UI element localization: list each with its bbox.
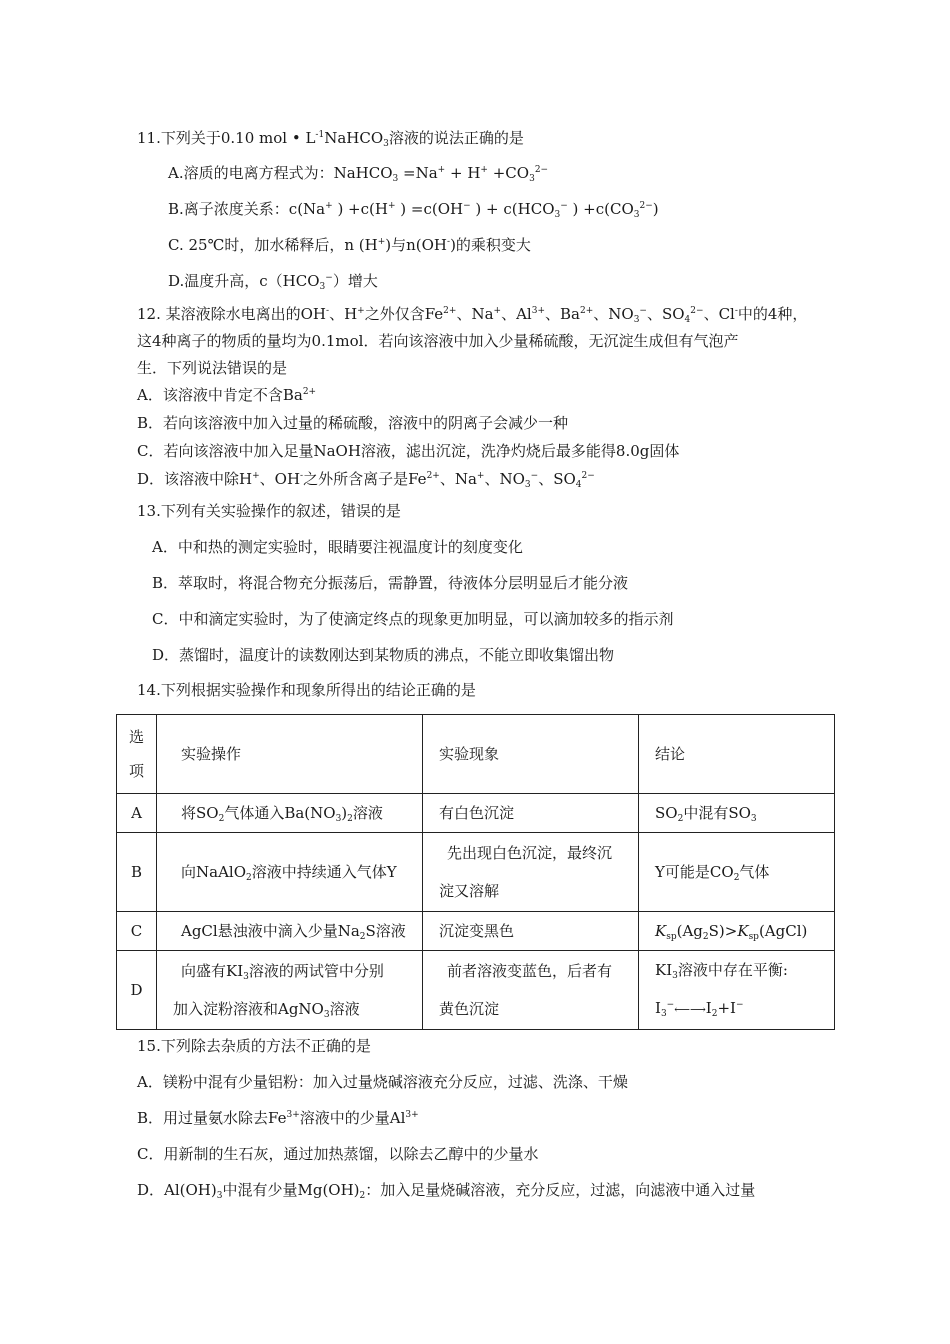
q15-stem: 15.下列除去杂质的方法不正确的是 (137, 1037, 371, 1055)
experiment-table (116, 714, 835, 1030)
q12-option-c: C．若向该溶液中加入足量NaOH溶液，滤出沉淀，洗净灼烧后最多能得8.0g固体 (137, 442, 680, 460)
row-operation: 向NaAlO$_2$溶液中持续通入气体Y (157, 833, 423, 912)
q14-stem: 14.下列根据实验操作和现象所得出的结论正确的是 (137, 681, 476, 699)
q12-option-b: B．若向该溶液中加入过量的稀硫酸，溶液中的阴离子会减少一种 (137, 414, 569, 432)
header-operation: 实验操作 (157, 715, 423, 794)
q13-option-a: A．中和热的测定实验时，眼睛要注视温度计的刻度变化 (152, 538, 523, 556)
q12-stem-line3: 生．下列说法错误的是 (137, 359, 288, 377)
row-phenomenon: 有白色沉淀 (423, 794, 639, 833)
row-label: A (117, 794, 157, 833)
row-phenomenon: 前者溶液变蓝色，后者有 黄色沉淀 (423, 951, 639, 1030)
q13-option-b: B．萃取时，将混合物充分振荡后，需静置，待液体分层明显后才能分液 (152, 574, 629, 592)
row-conclusion: $SO_2$中混有$SO_3$ (639, 794, 835, 833)
row-operation: 向盛有$KI_3$溶液的两试管中分别 加入淀粉溶液和AgNO$_3$溶液 (157, 951, 423, 1030)
row-label: C (117, 912, 157, 951)
row-operation: 将$SO_2$气体通入$Ba(NO_3)_2$溶液 (157, 794, 423, 833)
q13-stem: 13.下列有关实验操作的叙述，错误的是 (137, 502, 401, 520)
q13-option-c: C．中和滴定实验时，为了使滴定终点的现象更加明显，可以滴加较多的指示剂 (152, 610, 674, 628)
q11-option-a: A.溶质的电离方程式为：NaHCO$_3$ $=Na^+ + H^+ +CO_3^{2-}$ (168, 164, 549, 184)
table-row (117, 912, 835, 951)
row-conclusion: $KI_3$溶液中存在平衡: $I_3^-⟵⟶I_2+I^-$ (639, 951, 835, 1030)
q15-option-a: A．镁粉中混有少量铝粉：加入过量烧碱溶液充分反应，过滤、洗涤、干燥 (137, 1073, 628, 1091)
row-label: D (117, 951, 157, 1030)
header-conclusion: 结论 (639, 715, 835, 794)
header-phenomenon: 实验现象 (423, 715, 639, 794)
q15-option-d: D．$Al(OH)_3$中混有少量$Mg(OH)_2$：加入足量烧碱溶液，充分反应，过滤，向滤液中通入过量 (137, 1181, 756, 1201)
table-row (117, 951, 835, 1030)
row-phenomenon: 先出现白色沉淀，最终沉 淀又溶解 (423, 833, 639, 912)
q11-stem: 11.下列关于0.10 mol • $L^{-1}NaHCO_3$溶液的说法正确的是 (137, 129, 524, 149)
q11-option-d: D.温度升高，$c(HCO_3^-)$增大 (168, 272, 378, 292)
table-header-row (117, 715, 835, 794)
table-row (117, 833, 835, 912)
equilibrium-arrow-icon: ⟵⟶ (674, 1003, 706, 1016)
row-conclusion: $K_{sp}(Ag_2S)>K_{sp}(AgCl)$ (639, 912, 835, 951)
q13-option-d: D．蒸馏时，温度计的读数刚达到某物质的沸点，不能立即收集馏出物 (152, 646, 615, 664)
q12-option-a: A．该溶液中肯定不含$Ba^{2+}$ (137, 386, 317, 404)
q12-stem-line2: 这4种离子的物质的量均为0.1mol．若向该溶液中加入少量稀硫酸，无沉淀生成但有气泡产 (137, 332, 739, 350)
q11-option-b: B.离子浓度关系：c(Na+ ) +c(H+ ) =c(OH− ) + $c(HCO_3^-$ ) $+c(CO_3^{2-})$ (168, 200, 659, 220)
q15-option-c: C．用新制的生石灰，通过加热蒸馏，以除去乙醇中的少量水 (137, 1145, 539, 1163)
q11-option-c: C. 25℃时，加水稀释后，n (H+)与n(OH-)的乘积变大 (168, 236, 531, 254)
q15-option-b: B．用过量氨水除去$Fe^{3+}$溶液中的少量$Al^{3+}$ (137, 1109, 419, 1127)
table-row (117, 794, 835, 833)
row-phenomenon: 沉淀变黑色 (423, 912, 639, 951)
row-conclusion: Y可能是$CO_2$气体 (639, 833, 835, 912)
row-label: B (117, 833, 157, 912)
q12-option-d: D．该溶液中除H+、OH-之外所含离子是$Fe^{2+}$、Na+、$NO_3^-$、$SO_4^{2-}$ (137, 470, 595, 490)
q12-stem-line1: 12. 某溶液除水电离出的OH-、H+之外仅含$Fe^{2+}$、Na+、$Al^{3+}$、$Ba^{2+}$、$NO_3^-$、$SO_4^{2-}$、Cl-中的4种， (137, 305, 808, 325)
header-option: 选 项 (117, 715, 157, 794)
row-operation: AgCl悬浊液中滴入少量$Na_2S$溶液 (157, 912, 423, 951)
